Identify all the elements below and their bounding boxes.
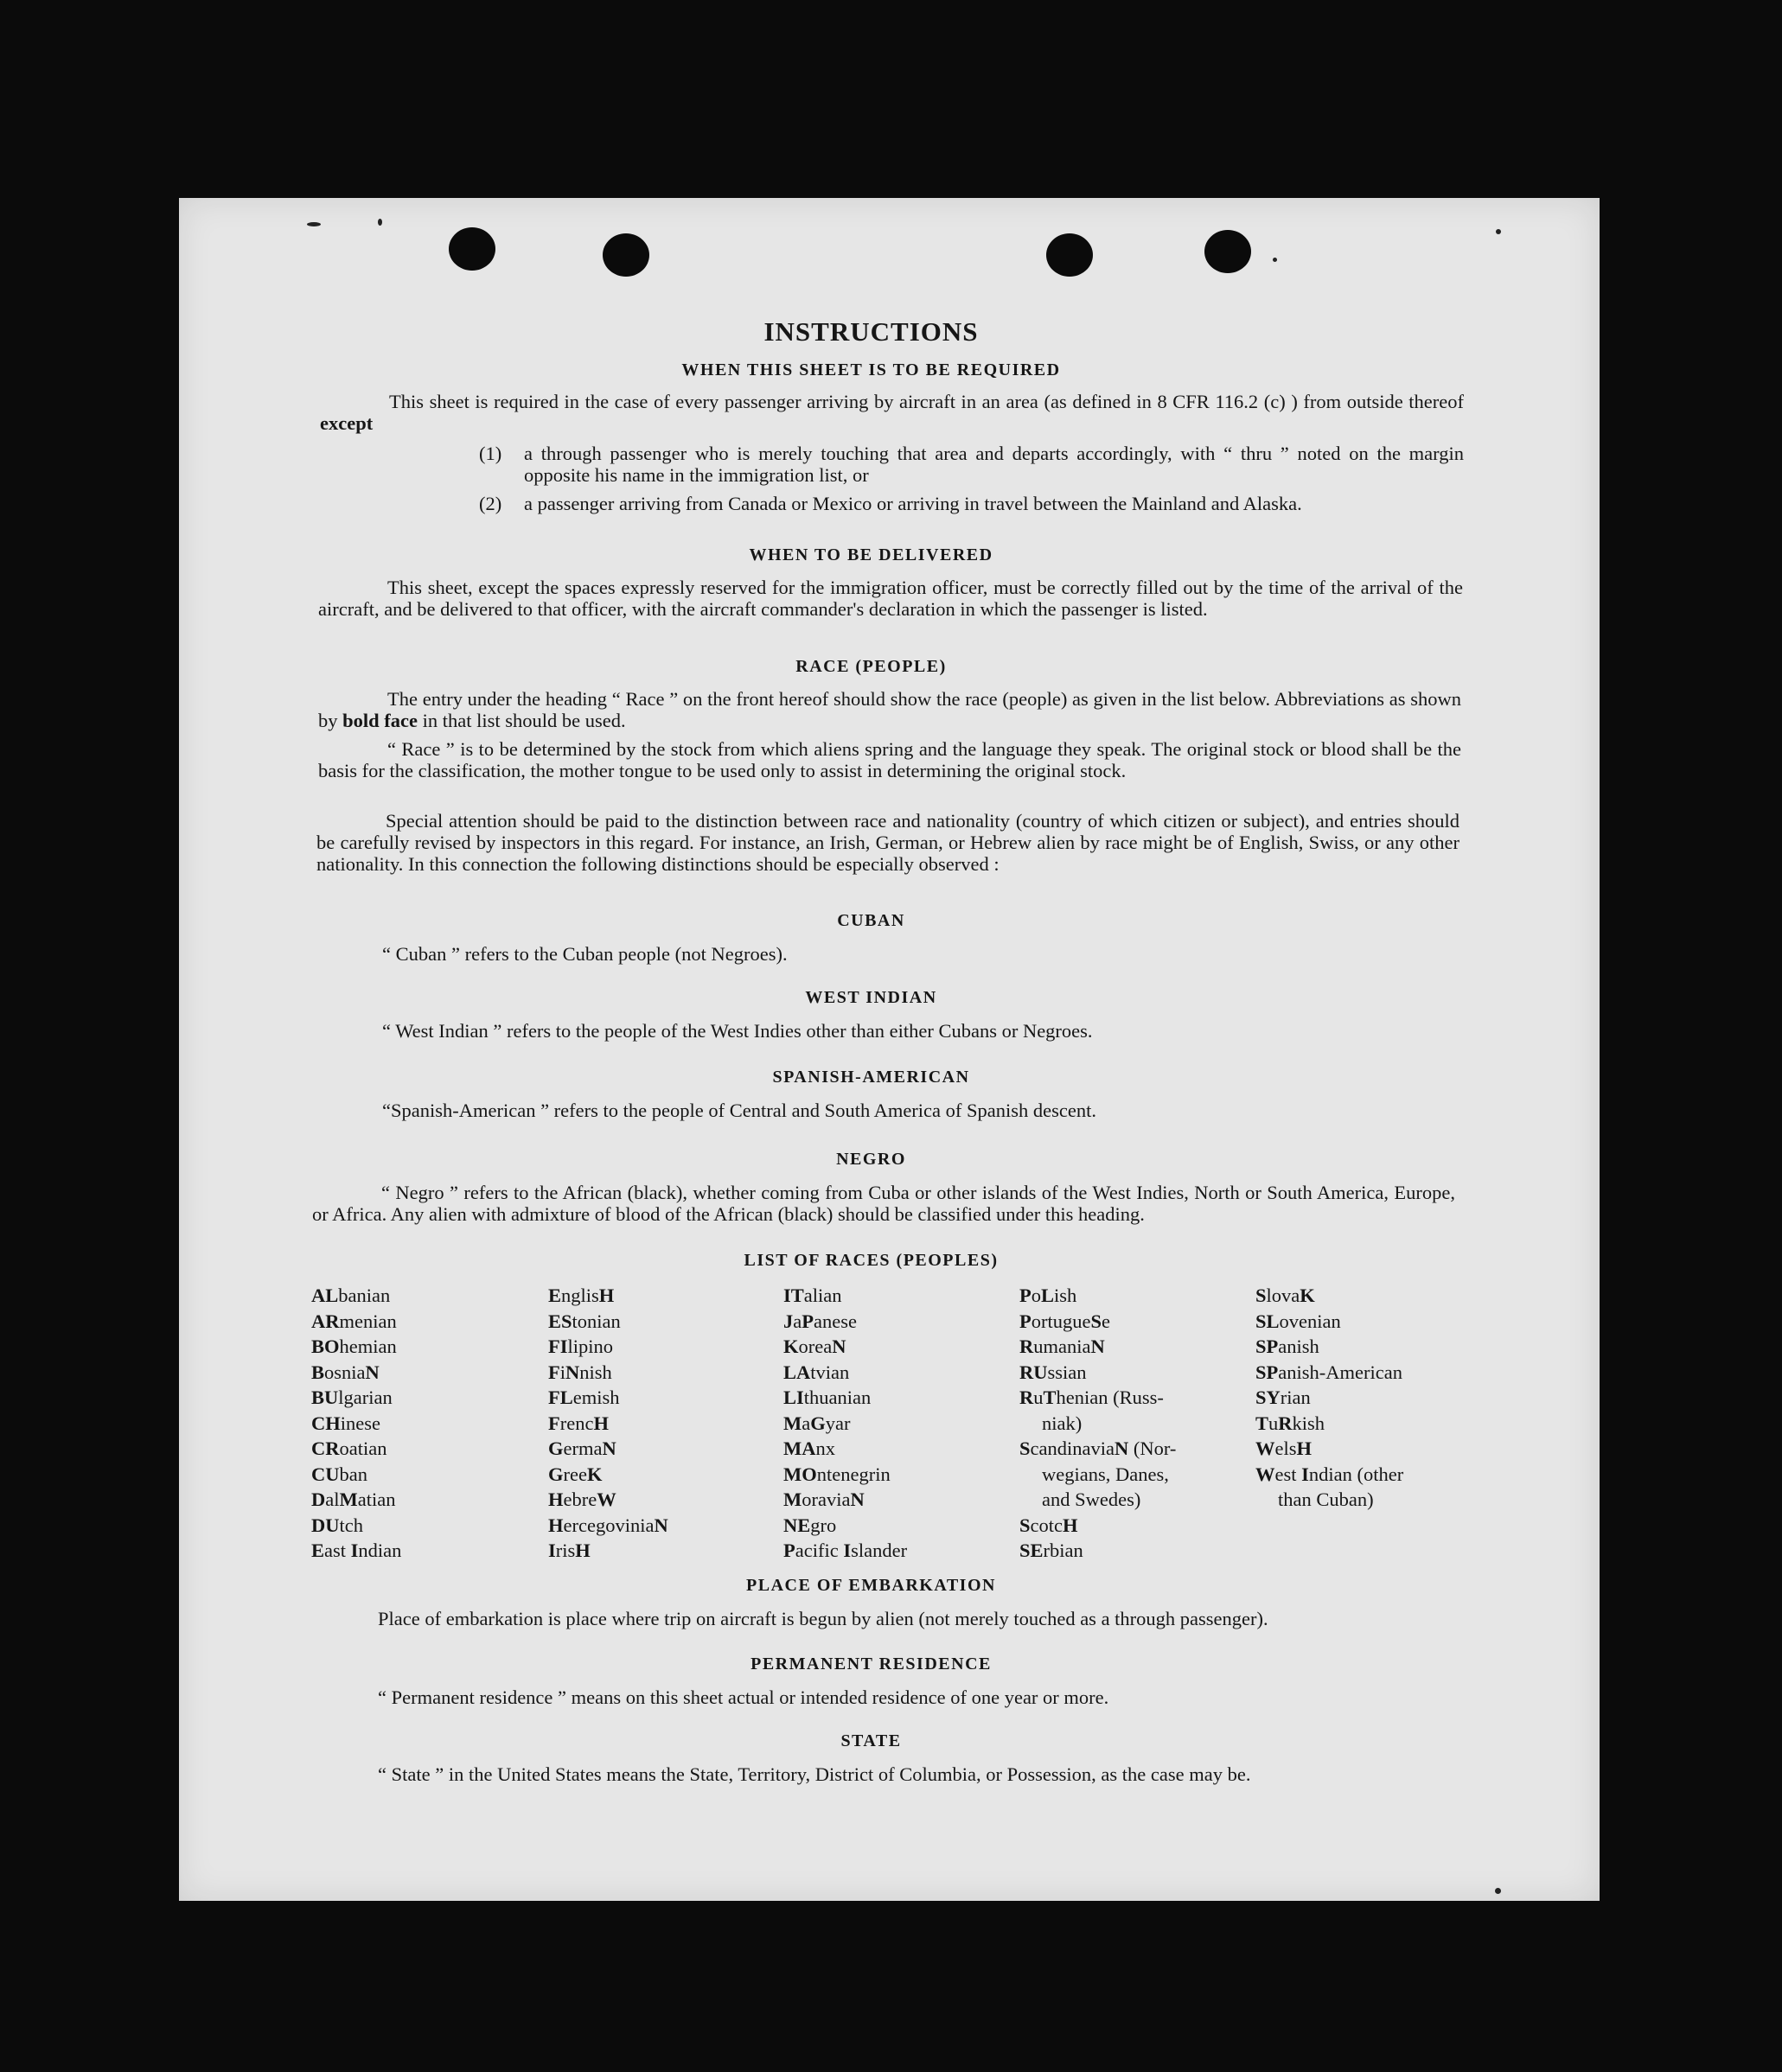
race-name-part: ebre [563, 1489, 597, 1510]
race-abbreviation: SE [1019, 1540, 1044, 1561]
race-name-part: wegians, Danes, [1042, 1463, 1169, 1485]
heading-negro: NEGRO [836, 1150, 906, 1169]
race-abbreviation: MO [783, 1463, 817, 1485]
race-abbreviation: SY [1255, 1387, 1281, 1408]
race-name-part: ris [555, 1540, 576, 1561]
list-item [479, 493, 1464, 514]
instruction-sheet [179, 198, 1600, 1901]
paragraph-spanish-american: “Spanish-American ” refers to the people of Central and South America of Spanish descent. [382, 1100, 1096, 1121]
race-entry [1019, 1462, 1176, 1488]
race-name-part: ovenian [1279, 1310, 1341, 1332]
punch-hole [1204, 230, 1251, 273]
race-abbreviation: N [365, 1361, 380, 1383]
race-abbreviation: DU [311, 1514, 340, 1536]
race-abbreviation: W [1255, 1438, 1275, 1459]
race-entry [548, 1360, 668, 1386]
race-entry [1255, 1334, 1403, 1360]
race-entry [311, 1538, 401, 1564]
race-entry [311, 1487, 401, 1513]
race-abbreviation: ES [548, 1310, 572, 1332]
race-name-part: rian [1280, 1387, 1311, 1408]
race-entry [548, 1462, 668, 1488]
race-name-part: slander [851, 1540, 908, 1561]
race-name-part: hemian [339, 1336, 397, 1357]
heading-list-of-races: LIST OF RACES (PEOPLES) [744, 1251, 999, 1270]
race-name-part: els [1274, 1438, 1297, 1459]
race-p3-text: Special attention should be paid to the distinction between race and nationality (country of which citizen or subject), and entries should be carefully revised by inspectors in this regard. For instance, an Irish, German, or Hebrew alien by race might be of English, Swiss, or any other nationality. In this connection the following distinctions should be especially observed : [316, 810, 1459, 875]
race-name-part: niak) [1042, 1412, 1083, 1434]
race-abbreviation: MA [783, 1438, 816, 1459]
race-name-part: henian (Russ- [1056, 1387, 1164, 1408]
race-entry [1019, 1385, 1176, 1411]
race-abbreviation: D [311, 1489, 326, 1510]
race-entry [1019, 1360, 1176, 1386]
race-entry [311, 1334, 401, 1360]
race-abbreviation: N [832, 1336, 846, 1357]
race-abbreviation: P [783, 1540, 795, 1561]
race-abbreviation: FI [548, 1336, 568, 1357]
race-name-part: anese [814, 1310, 857, 1332]
race-abbreviation: M [783, 1489, 802, 1510]
race-entry [783, 1411, 907, 1437]
race-entry [548, 1309, 668, 1335]
race-entry [311, 1283, 401, 1309]
race-name-part: o [1031, 1285, 1041, 1306]
race-name-part: est [1274, 1463, 1302, 1485]
race-name-part: u [1033, 1387, 1044, 1408]
races-column-3 [783, 1283, 907, 1564]
race-entry [311, 1462, 401, 1488]
race-abbreviation: CH [311, 1412, 341, 1434]
race-entry [311, 1436, 401, 1462]
punch-hole [603, 233, 649, 277]
heading-when-required: WHEN THIS SHEET IS TO BE REQUIRED [681, 360, 1061, 379]
race-p2-text: “ Race ” is to be determined by the stock from which aliens spring and the language they speak. The original stock or blood shall be the basis for the classification, the mother tongue to be used only to assist in determining the original stock. [318, 738, 1461, 781]
race-abbreviation: J [783, 1310, 794, 1332]
race-entry [311, 1513, 401, 1539]
race-abbreviation: T [1255, 1412, 1269, 1434]
race-name-part: a [793, 1310, 802, 1332]
race-name-part: nish [579, 1361, 612, 1383]
race-abbreviation: F [548, 1361, 560, 1383]
race-entry [311, 1360, 401, 1386]
item-number: (1) [479, 443, 502, 464]
race-name-part: ndian (other [1308, 1463, 1404, 1485]
race-name-part: ast [324, 1540, 351, 1561]
race-name-part: tch [339, 1514, 363, 1536]
race-name-part: thuanian [803, 1387, 872, 1408]
race-name-part: anish-American [1278, 1361, 1402, 1383]
race-abbreviation: CU [311, 1463, 340, 1485]
race-name-part: oravia [802, 1489, 851, 1510]
race-entry [1255, 1411, 1403, 1437]
race-name-part: oatian [339, 1438, 387, 1459]
race-name-part: candinavia [1030, 1438, 1115, 1459]
race-entry [548, 1538, 668, 1564]
race-entry [1255, 1385, 1403, 1411]
race-name-part: tonian [572, 1310, 621, 1332]
race-name-part: e [1102, 1310, 1110, 1332]
paragraph-delivered-text: This sheet, except the spaces expressly reserved for the immigration officer, must be correctly filled out by the time of the arrival of the aircraft, and be delivered to that officer, with the aircraft commander's declaration in which the passenger is listed. [318, 577, 1463, 620]
race-name-part: ish [1054, 1285, 1077, 1306]
race-abbreviation: H [548, 1489, 564, 1510]
race-abbreviation: R [1019, 1387, 1034, 1408]
race-abbreviation: G [548, 1463, 564, 1485]
race-abbreviation: M [339, 1489, 358, 1510]
bold-face-text: bold face [342, 710, 418, 731]
paragraph-race-2 [318, 738, 1461, 781]
race-abbreviation: H [593, 1412, 609, 1434]
race-abbreviation: F [548, 1412, 560, 1434]
race-abbreviation: P [802, 1310, 814, 1332]
race-entry [783, 1309, 907, 1335]
race-abbreviation: H [1063, 1514, 1078, 1536]
race-name-part: orea [798, 1336, 833, 1357]
race-abbreviation: M [783, 1412, 802, 1434]
race-abbreviation: P [1019, 1285, 1032, 1306]
race-name-part: ortugue [1031, 1310, 1091, 1332]
race-name-part: alian [803, 1285, 842, 1306]
race-abbreviation: N [654, 1514, 668, 1536]
race-name-part: inese [340, 1412, 380, 1434]
race-name-part: nx [815, 1438, 835, 1459]
paragraph-required-text: This sheet is required in the case of every passenger arriving by aircraft in an area (as defined in 8 CFR 116.2 (c) ) from outside thereof [389, 391, 1464, 412]
race-entry [783, 1436, 907, 1462]
paragraph-required [320, 391, 1464, 434]
race-entry [1255, 1436, 1403, 1462]
race-abbreviation: G [548, 1438, 564, 1459]
race-name-part: al [325, 1489, 340, 1510]
races-column-5 [1255, 1283, 1403, 1513]
races-column-1 [311, 1283, 401, 1564]
race-abbreviation: I [1301, 1463, 1309, 1485]
race-entry [783, 1538, 907, 1564]
race-abbreviation: AL [311, 1285, 339, 1306]
paragraph-west-indian: “ West Indian ” refers to the people of the West Indies other than either Cubans or Negroes. [382, 1020, 1093, 1042]
race-name-part: ban [339, 1463, 367, 1485]
race-entry [1255, 1487, 1403, 1513]
race-abbreviation: K [1300, 1285, 1315, 1306]
race-abbreviation: W [1255, 1463, 1275, 1485]
speck [1495, 1888, 1501, 1894]
race-p1-text-end: in that list should be used. [422, 710, 626, 731]
race-abbreviation: G [810, 1412, 826, 1434]
race-entry [1019, 1411, 1176, 1437]
heading-residence: PERMANENT RESIDENCE [750, 1654, 992, 1674]
paragraph-state [309, 1763, 1453, 1785]
race-abbreviation: N [1090, 1336, 1105, 1357]
race-name-part: gro [810, 1514, 837, 1536]
race-abbreviation: IT [783, 1285, 804, 1306]
speck [1496, 229, 1501, 234]
paragraph-embarkation [309, 1608, 1453, 1629]
race-abbreviation: H [1296, 1438, 1313, 1459]
race-name-part: lgarian [338, 1387, 393, 1408]
race-name-part: cotc [1030, 1514, 1063, 1536]
race-entry [1019, 1334, 1176, 1360]
heading-cuban: CUBAN [837, 911, 905, 930]
race-entry [548, 1436, 668, 1462]
race-entry [548, 1487, 668, 1513]
paragraph-race-3 [316, 810, 1459, 875]
heading-when-delivered: WHEN TO BE DELIVERED [749, 545, 993, 564]
race-abbreviation: W [597, 1489, 616, 1510]
item-text: a through passenger who is merely touching that area and departs accordingly, with “ thru ” noted on the margin opposite his name in the immigration list, or [524, 443, 1464, 486]
race-abbreviation: LA [783, 1361, 811, 1383]
race-name-part: umania [1033, 1336, 1091, 1357]
races-column-2 [548, 1283, 668, 1564]
race-entry [1019, 1513, 1176, 1539]
race-abbreviation: NE [783, 1514, 811, 1536]
race-abbreviation: SP [1255, 1361, 1279, 1383]
speck [307, 222, 321, 226]
race-abbreviation: P [1019, 1310, 1032, 1332]
race-name-part: lipino [567, 1336, 614, 1357]
race-abbreviation: S [1255, 1285, 1267, 1306]
race-entry [783, 1334, 907, 1360]
race-entry [1255, 1462, 1403, 1488]
race-abbreviation: SL [1255, 1310, 1280, 1332]
race-abbreviation: AR [311, 1310, 340, 1332]
race-name-part: ssian [1047, 1361, 1087, 1383]
paragraph-negro [312, 1182, 1455, 1225]
race-abbreviation: N [850, 1489, 865, 1510]
race-entry [783, 1462, 907, 1488]
race-abbreviation: I [843, 1540, 852, 1561]
race-entry [1019, 1487, 1176, 1513]
punch-hole [449, 227, 495, 271]
race-name-part: osnia [324, 1361, 366, 1383]
race-entry [1019, 1538, 1176, 1564]
race-abbreviation: N [602, 1438, 616, 1459]
race-name-part: menian [339, 1310, 397, 1332]
race-entry [548, 1513, 668, 1539]
race-name-part: kish [1292, 1412, 1325, 1434]
race-abbreviation: B [311, 1361, 325, 1383]
list-item [479, 443, 1464, 486]
race-entry [1019, 1309, 1176, 1335]
race-entry [1255, 1309, 1403, 1335]
heading-west-indian: WEST INDIAN [805, 988, 937, 1007]
race-entry [783, 1385, 907, 1411]
item-number: (2) [479, 493, 502, 514]
except-bold: except [320, 412, 374, 434]
race-abbreviation: I [350, 1540, 359, 1561]
race-entry [783, 1487, 907, 1513]
race-abbreviation: RU [1019, 1361, 1048, 1383]
race-name-part: ercegovinia [563, 1514, 655, 1536]
race-abbreviation: S [1019, 1438, 1031, 1459]
race-abbreviation: R [1019, 1336, 1034, 1357]
race-name-part: ndian [358, 1540, 402, 1561]
race-abbreviation: BU [311, 1387, 339, 1408]
race-entry [548, 1385, 668, 1411]
speck [1273, 258, 1277, 262]
race-entry [311, 1411, 401, 1437]
race-abbreviation: T [1043, 1387, 1057, 1408]
heading-embarkation: PLACE OF EMBARKATION [746, 1576, 996, 1595]
paragraph-state-text: “ State ” in the United States means the State, Territory, District of Columbia, or Possession, as the case may be. [378, 1763, 1251, 1785]
race-name-part: i [559, 1361, 566, 1383]
race-abbreviation: H [548, 1514, 564, 1536]
race-name-part: erma [563, 1438, 603, 1459]
race-name-part: and Swedes) [1042, 1489, 1141, 1510]
race-entry [548, 1334, 668, 1360]
race-name-part: nglis [561, 1285, 599, 1306]
race-name-part: rbian [1043, 1540, 1083, 1561]
race-entry [1019, 1436, 1176, 1462]
race-name-part: ree [563, 1463, 587, 1485]
race-abbreviation: H [575, 1540, 591, 1561]
race-name-part: emish [572, 1387, 620, 1408]
race-entry [783, 1283, 907, 1309]
race-abbreviation: SP [1255, 1336, 1279, 1357]
race-abbreviation: CR [311, 1438, 340, 1459]
race-abbreviation: H [598, 1285, 615, 1306]
paragraph-embarkation-text: Place of embarkation is place where trip on aircraft is begun by alien (not merely touched as a through passenger). [378, 1608, 1268, 1629]
race-abbreviation: K [783, 1336, 799, 1357]
heading-spanish-american: SPANISH-AMERICAN [772, 1068, 970, 1087]
paragraph-delivered [318, 577, 1463, 620]
race-abbreviation: I [548, 1540, 556, 1561]
race-name-part: atian [357, 1489, 396, 1510]
paragraph-race-1 [318, 688, 1461, 731]
race-name-part: ntenegrin [816, 1463, 891, 1485]
race-entry [311, 1309, 401, 1335]
race-abbreviation: LI [783, 1387, 804, 1408]
punch-hole [1046, 233, 1093, 277]
race-entry [311, 1385, 401, 1411]
race-abbreviation: FL [548, 1387, 573, 1408]
race-p1-text: The entry under the heading “ Race ” on the front hereof should show the race (people) as given in the list below. Abbreviations as shown by [318, 688, 1461, 731]
race-name-part: a [802, 1412, 811, 1434]
race-entry [1255, 1283, 1403, 1309]
race-name-part: acific [795, 1540, 844, 1561]
race-entry [1019, 1283, 1176, 1309]
race-abbreviation: K [586, 1463, 603, 1485]
item-text: a passenger arriving from Canada or Mexico or arriving in travel between the Mainland and Alaska. [524, 493, 1302, 514]
race-entry [783, 1360, 907, 1386]
race-entry [783, 1513, 907, 1539]
race-abbreviation: N [565, 1361, 580, 1383]
race-abbreviation: S [1019, 1514, 1031, 1536]
paragraph-residence: “ Permanent residence ” means on this sheet actual or intended residence of one year or more. [378, 1686, 1109, 1708]
race-abbreviation: L [1041, 1285, 1055, 1306]
race-abbreviation: R [1278, 1412, 1293, 1434]
race-name-part: yar [825, 1412, 851, 1434]
race-abbreviation: BO [311, 1336, 340, 1357]
page-title: INSTRUCTIONS [763, 316, 979, 347]
heading-race: RACE (PEOPLE) [795, 657, 947, 676]
race-abbreviation: E [548, 1285, 562, 1306]
race-name-part: tvian [810, 1361, 850, 1383]
race-abbreviation: N [1114, 1438, 1129, 1459]
race-abbreviation: S [1090, 1310, 1102, 1332]
race-name-part: banian [338, 1285, 391, 1306]
races-column-4 [1019, 1283, 1176, 1564]
race-name-part: u [1268, 1412, 1279, 1434]
race-name-part: anish [1278, 1336, 1319, 1357]
race-name-part: lova [1266, 1285, 1300, 1306]
paragraph-cuban: “ Cuban ” refers to the Cuban people (not Negroes). [382, 943, 788, 965]
race-name-part: (Nor- [1128, 1438, 1177, 1459]
race-name-part: than Cuban) [1278, 1489, 1374, 1510]
speck [378, 219, 382, 226]
paragraph-negro-text: “ Negro ” refers to the African (black), whether coming from Cuba or other islands of the West Indies, North or South America, Europe, or Africa. Any alien with admixture of blood of the African (black) should be classified under this heading. [312, 1182, 1455, 1225]
race-entry [548, 1283, 668, 1309]
heading-state: STATE [840, 1731, 902, 1750]
race-abbreviation: E [311, 1540, 325, 1561]
race-entry [548, 1411, 668, 1437]
race-name-part: renc [559, 1412, 594, 1434]
race-entry [1255, 1360, 1403, 1386]
